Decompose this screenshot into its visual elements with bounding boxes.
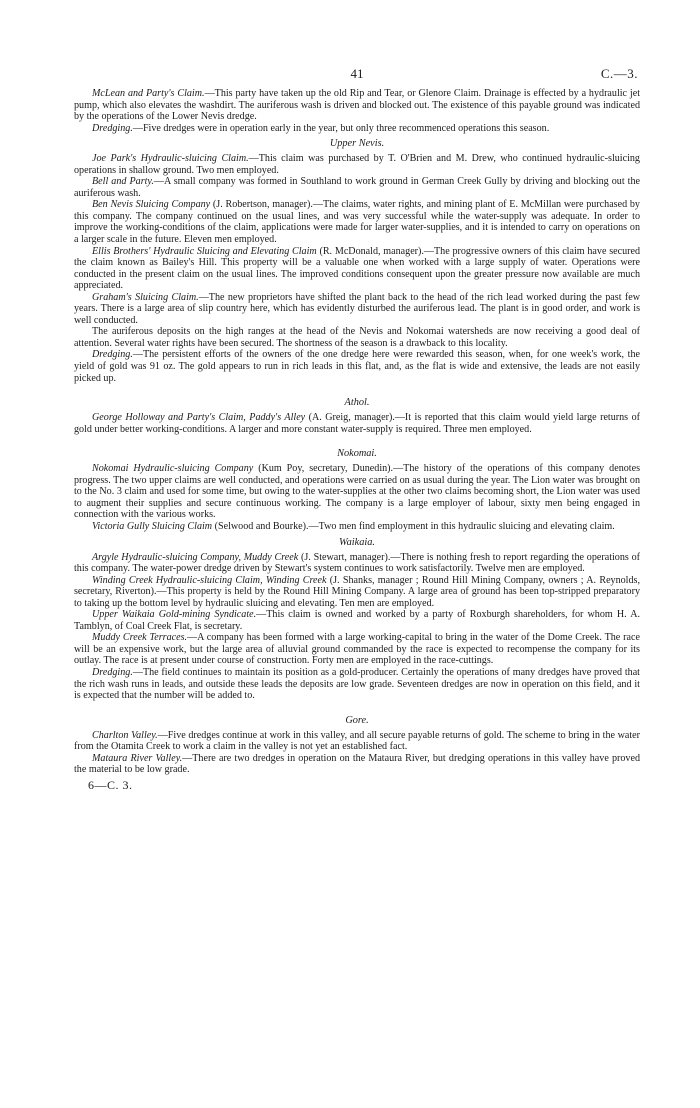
paragraph-text: —Five dredges were in operation early in the year, but only three recommenced operations this season. [132,122,550,134]
paragraph-graham [74,292,640,327]
paragraph-victoria [74,521,640,533]
paragraph-auriferous [74,326,640,349]
paragraph-title: Dredging. [92,666,133,678]
spacer [74,702,640,711]
paragraph-title: Victoria Gully Sluicing Claim [92,520,213,532]
paragraph-text: —Five dredges continue at work in this valley, and all secure payable returns of gold. The scheme to bring in the water from the Otamita Creek to work a claim in the valley is not yet an established fact. [74,729,641,753]
paragraph-text: —This claim is owned and worked by a party of Roxburgh shareholders, for whom H. A. Tamblyn, of Coal Creek Flat, is secretary. [74,609,641,632]
paragraph-dredging-upper-nevis [74,349,640,384]
paragraph-title: Bell and Party. [92,176,154,188]
paragraph-text: (R. McDonald, manager).—The progressive owners of this claim have secured the claim known as Bailey's Hill. This property will be a valuable one when worked with a large supply of water. Operations were conducted in the present claim on the usual lines. The improved conditions consequent upon the greater pressure now available are much appreciated. [74,245,641,292]
document-reference: C.—3. [600,66,638,81]
paragraph-title: Dredging. [92,122,133,134]
paragraph-title: Ellis Brothers' Hydraulic Sluicing and Elevating Claim [92,245,317,257]
paragraph-muddy-creek [74,632,640,667]
document-page [74,62,640,791]
paragraph-title: Winding Creek Hydraulic-sluicing Claim, Winding Creek [92,574,327,586]
paragraph-holloway [74,412,640,435]
paragraph-title: Graham's Sluicing Claim. [92,291,199,303]
paragraph-text: —A company has been formed with a large working-capital to bring in the water of the Dome Creek. The race will be an expensive work, but the large area of alluvial ground commanded by the race is expected to recompense the company for its outlay. The race is at present under course of construction. Forty men are employed in the race-cuttings. [74,632,640,667]
section-heading-gore: Gore. [345,714,369,726]
paragraph-dredging-nevis [74,123,640,135]
paragraph-text: —The persistent efforts of the owners of the one dredge here were rewarded this season, when, for one week's work, the yield of gold was 91 oz. The gold appears to run in rich leads in this flat, and, as the flat is wide and extensive, the leads are not easily picked up. [74,349,640,384]
paragraph-winding [74,575,640,610]
paragraph-title: McLean and Party's Claim. [92,88,205,99]
paragraph-dredging-waikaia [74,667,640,702]
paragraph-text: (J. Stewart, manager).—There is nothing fresh to report regarding the operations of this company. The water-power dredge driven by Stewart's system continues to work satisfactorily. Twelve men are employed. [74,551,640,575]
paragraph-title: Upper Waikaia Gold-mining Syndicate. [92,609,257,621]
paragraph-text: (Kum Poy, secretary, Dunedin).—The history of the operations of this company denotes progress. The two upper claims are well conducted, and operations were carried on as usual during the year. The Lion water was brought on to the No. 3 claim and used for some time, but owing to the water-supplies at the other two claims becoming short, the Lion water was used to augment their supplies and secure continuous working. The company is a large employer of labour, sixty men being engaged in connection with the various works. [74,463,640,521]
paragraph-title: Ben Nevis Sluicing Company [92,199,211,211]
paragraph-text: (Selwood and Bourke).—Two men find employment in this hydraulic sluicing and elevating claim. [212,520,615,532]
paragraph-text: —This party have taken up the old Rip and Tear, or Glenore Claim. Drainage is effected by a hydraulic jet pump, which also elevates the washdirt. The auriferous wash is driven and blocked out. The existence of this payable ground was indicated by the operations of the Lower Nevis dredge. [74,88,641,123]
paragraph-argyle [74,552,640,575]
page-number: 41 [350,66,364,81]
paragraph-text: (A. Greig, manager).—It is reported that this claim would yield large returns of gold under better working-conditions. A larger and more constant water-supply is required. Three men employed. [74,412,640,435]
paragraph-text: —The field continues to maintain its position as a gold-producer. Certainly the operations of many dredges have proved that the rich wash runs in leads, and outside these leads the deposits are low grade. Seventeen dredges are now in operation on this field, and it is expected that the number will be added to. [74,666,640,702]
paragraph-text: (J. Shanks, manager ; Round Hill Mining Company, owners ; A. Reynolds, secretary, Riverton).—This property is held by the Round Hill Mining Company. A large area of ground has been top-stripped preparatory to taking up the bottom level by hydraulic sluicing and elevating. Ten men are employed. [74,574,640,609]
paragraph-joe-park [74,153,640,176]
section-heading-upper-nevis: Upper Nevis. [329,138,385,150]
paragraph-ben-nevis [74,199,640,245]
spacer [74,384,640,393]
paragraph-title: Nokomai Hydraulic-sluicing Company [92,463,254,475]
paragraph-nokomai-company [74,463,640,521]
paragraph-title: Argyle Hydraulic-sluicing Company, Muddy Creek [92,551,299,563]
spacer [74,435,640,444]
page-header [74,62,640,88]
paragraph-mclean [74,88,640,123]
paragraph-text: (J. Robertson, manager).—The claims, water rights, and mining plant of E. McMillan were purchased by this company. The company continued on the usual lines, and was very successful while the water-supply was adequate. In order to improve the working-conditions of the claim, applications were made for larger water-supplies, and it is intended to carry on operations on a larger scale in the future. Eleven men employed. [74,199,640,246]
paragraph-charlton [74,730,640,753]
paragraph-text: —This claim was purchased by T. O'Brien and M. Drew, who continued hydraulic-sluicing operations in shallow ground. Two men employed. [74,153,640,176]
paragraph-title: Charlton Valley. [92,729,158,741]
section-heading-nokomai: Nokomai. [337,448,377,460]
section-heading-waikaia: Waikaia. [339,536,375,548]
paragraph-text: The auriferous deposits on the high ranges at the head of the Nevis and Nokomai watersheds are now receiving a good deal of attention. Several water rights have been secured. The shortness of the season is a drawback to this locality. [74,326,640,349]
paragraph-text: —There are two dredges in operation on the Mataura River, but dredging operations in this valley have proved the material to be low grade. [74,752,640,776]
section-heading-athol: Athol. [344,397,370,409]
paragraph-text: —A small company was formed in Southland to work ground in German Creek Gully by driving and blocking out the auriferous wash. [74,176,640,199]
paragraph-title: Muddy Creek Terraces. [92,632,188,644]
paragraph-title: Dredging. [92,349,133,361]
paragraph-title: Joe Park's Hydraulic-sluicing Claim. [92,153,249,165]
paragraph-title: George Holloway and Party's Claim, Paddy's Alley [92,412,306,424]
paragraph-bell [74,176,640,199]
paragraph-text: —The new proprietors have shifted the plant back to the head of the rich lead worked during the past few years. There is a large area of slip country here, which has evidently disturbed the auriferous lead. The plant is in good order, and work is well conducted. [74,291,640,326]
page-signature: 6—C. 3. [88,777,133,792]
paragraph-upper-waikaia [74,609,640,632]
paragraph-ellis [74,246,640,292]
paragraph-title: Mataura River Valley. [92,752,183,764]
paragraph-mataura [74,753,640,776]
